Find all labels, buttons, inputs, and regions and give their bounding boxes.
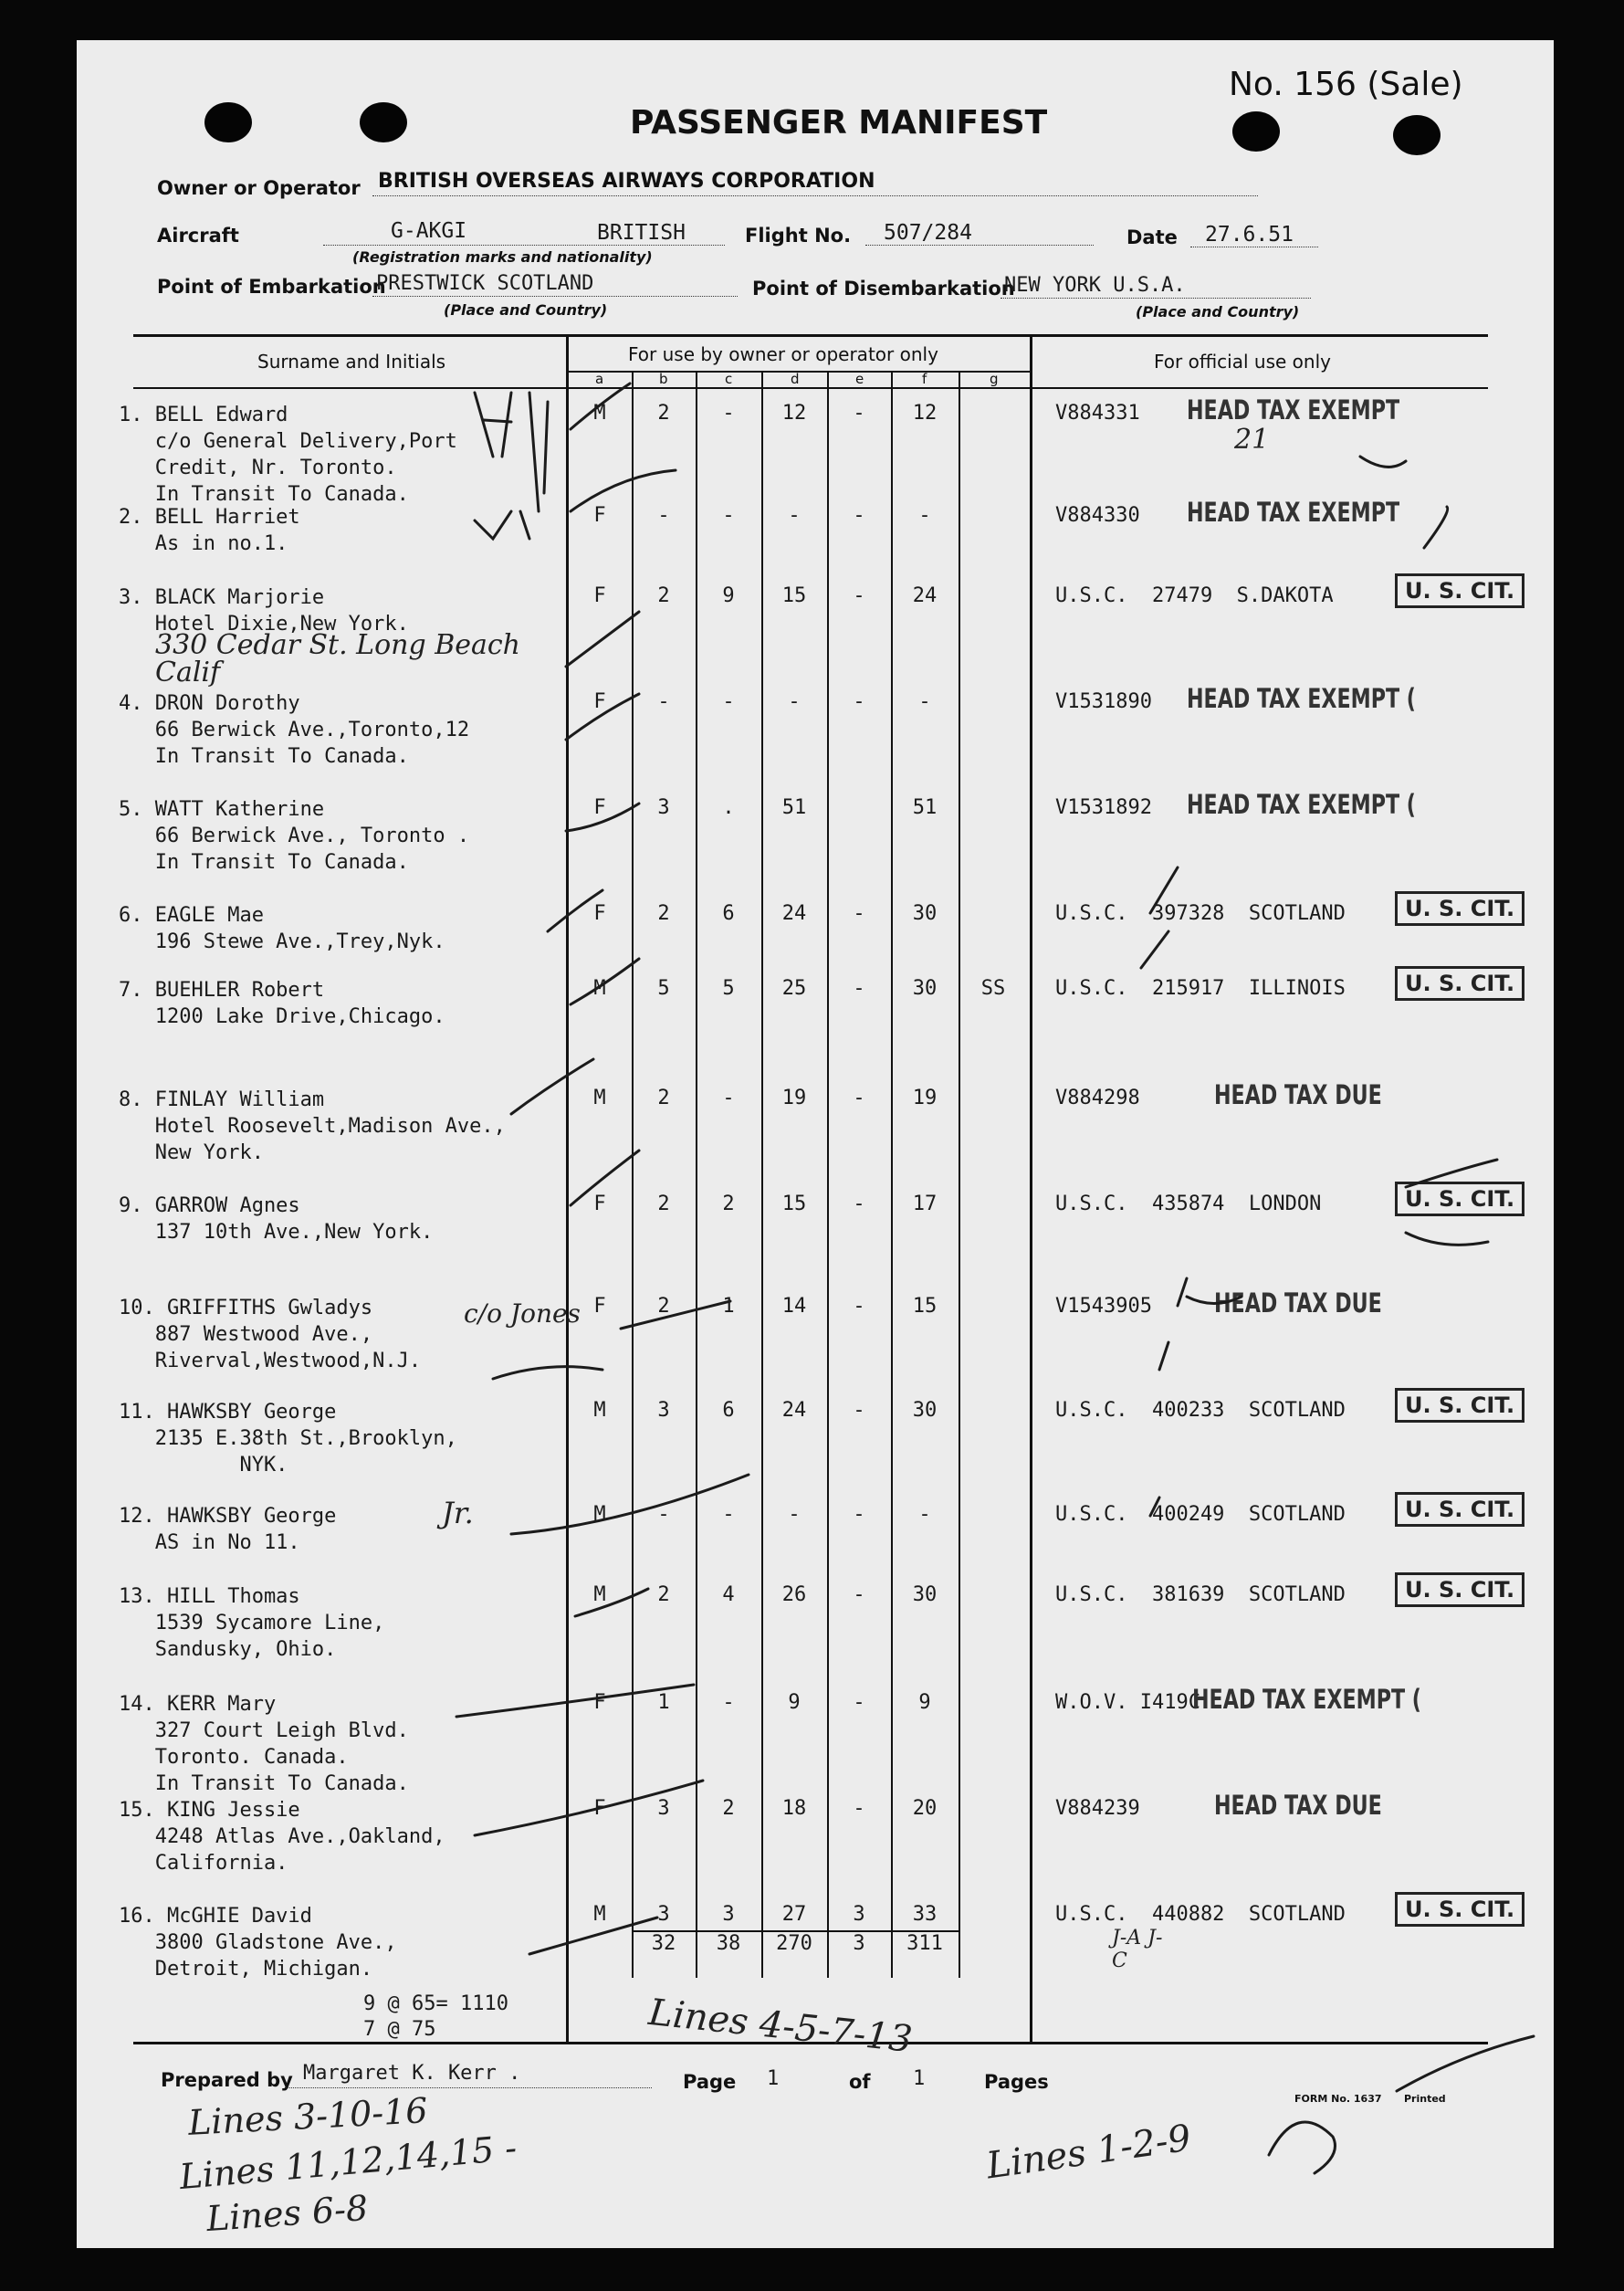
embarkation-underline [372, 296, 738, 297]
cell-c: - [722, 690, 735, 713]
aircraft-label: Aircraft [157, 225, 239, 247]
handwritten-margin-note: J-A J-C [1112, 1927, 1163, 1972]
cell-b: 1 [657, 1691, 670, 1714]
cell-f: 17 [912, 1193, 938, 1215]
head-tax-stamp: HEAD TAX DUE [1214, 1079, 1382, 1110]
cell-e: - [853, 1193, 865, 1215]
passenger-address-line: Hotel Roosevelt,Madison Ave., [119, 1115, 506, 1138]
flight-label: Flight No. [745, 225, 852, 247]
cell-d: - [788, 504, 801, 527]
passenger-name: 1. BELL Edward [119, 404, 288, 426]
passenger-address-line: NYK. [119, 1454, 288, 1477]
cell-d: 9 [788, 1691, 801, 1714]
sub-header-g: g [990, 371, 999, 387]
official-entry: U.S.C. 215917 ILLINOIS [1055, 977, 1346, 1000]
tally-line-1: 9 @ 65= 1110 [363, 1992, 508, 2015]
cell-f: 30 [912, 1583, 938, 1606]
official-entry: U.S.C. 381639 SCOTLAND [1055, 1583, 1346, 1606]
passenger-address-line: Detroit, Michigan. [119, 1958, 373, 1981]
cell-e: - [853, 504, 865, 527]
cell-d: - [788, 690, 801, 713]
cell-c: 1 [722, 1295, 735, 1318]
cell-f: 24 [912, 584, 938, 607]
cell-e: 3 [853, 1903, 865, 1926]
passenger-address-line: 4248 Atlas Ave.,Oakland, [119, 1825, 445, 1848]
cell-f: 51 [912, 796, 938, 819]
col-divider-right [1030, 334, 1032, 2042]
cell-c: 5 [722, 977, 735, 1000]
cell-b: 2 [657, 402, 670, 425]
flight-underline [865, 245, 1094, 246]
punch-hole-3 [1232, 111, 1280, 152]
sub-header-e: e [855, 371, 864, 387]
passenger-name: 15. KING Jessie [119, 1799, 300, 1822]
passenger-address-line: In Transit To Canada. [119, 483, 409, 506]
cell-d: 24 [781, 1399, 807, 1422]
printer-mark: Printed [1404, 2093, 1446, 2105]
cell-a: M [593, 402, 606, 425]
official-entry: V884331 [1055, 402, 1140, 425]
cell-c: 6 [722, 1399, 735, 1422]
head-tax-stamp: HEAD TAX EXEMPT ( [1192, 1684, 1421, 1715]
passenger-name: 9. GARROW Agnes [119, 1194, 300, 1217]
official-entry: V884298 [1055, 1087, 1140, 1109]
of-label: of [849, 2071, 871, 2093]
sub-header-f: f [922, 371, 927, 387]
cell-a: F [593, 902, 606, 925]
col-divider-c [761, 371, 763, 1978]
head-tax-stamp: HEAD TAX EXEMPT ( [1187, 683, 1416, 714]
form-code: FORM No. 1637 [1294, 2093, 1382, 2105]
passenger-address-line: 137 10th Ave.,New York. [119, 1221, 434, 1244]
handwritten-margin-note: 21 [1234, 424, 1270, 456]
cell-f: - [918, 504, 931, 527]
passenger-address-line: 2135 E.38th St.,Brooklyn, [119, 1427, 457, 1450]
head-tax-stamp: HEAD TAX EXEMPT ( [1187, 789, 1416, 820]
of-value: 1 [913, 2067, 926, 2090]
passenger-address-line: California. [119, 1852, 288, 1875]
passenger-address-line: c/o General Delivery,Port [119, 430, 457, 453]
cell-c: 4 [722, 1583, 735, 1606]
col-divider-left [566, 334, 569, 2042]
total-c: 38 [716, 1932, 741, 1955]
owner-underline [372, 195, 1258, 196]
form-number: No. 156 (Sale) [1229, 66, 1463, 103]
official-entry: V1543905 [1055, 1295, 1152, 1318]
total-f: 311 [906, 1932, 943, 1955]
aircraft-registration: G-AKGI [391, 219, 467, 243]
passenger-name: 2. BELL Harriet [119, 506, 300, 529]
us-citizen-stamp: U. S. CIT. [1395, 1572, 1524, 1607]
handwritten-note-4: Lines 1-2-9 [983, 2117, 1194, 2188]
official-entry: U.S.C. 435874 LONDON [1055, 1193, 1322, 1215]
cell-f: - [918, 690, 931, 713]
official-entry: U.S.C. 440882 SCOTLAND [1055, 1903, 1346, 1926]
passenger-name: 11. HAWKSBY George [119, 1401, 337, 1424]
passenger-name: 12. HAWKSBY George [119, 1505, 337, 1528]
cell-f: 30 [912, 1399, 938, 1422]
cell-c: 3 [722, 1903, 735, 1926]
cell-b: 2 [657, 1583, 670, 1606]
table-header-rule [133, 387, 1488, 389]
us-citizen-stamp: U. S. CIT. [1395, 891, 1524, 926]
cell-a: F [593, 1295, 606, 1318]
sub-header-d: d [791, 371, 800, 387]
handwritten-margin-note: 330 Cedar St. Long Beach Calif [155, 629, 521, 688]
passenger-address-line: Credit, Nr. Toronto. [119, 457, 397, 479]
official-entry: V1531890 [1055, 690, 1152, 713]
cell-d: 19 [781, 1087, 807, 1109]
us-citizen-stamp: U. S. CIT. [1395, 573, 1524, 608]
prepared-value: Margaret K. Kerr . [303, 2062, 521, 2085]
sub-header-b: b [659, 371, 668, 387]
cell-f: 12 [912, 402, 938, 425]
cell-e: - [853, 690, 865, 713]
cell-c: - [722, 1087, 735, 1109]
embarkation-caption: (Place and Country) [444, 301, 608, 319]
official-entry: W.O.V. I419C [1055, 1691, 1200, 1714]
tally-line-2: 7 @ 75 [363, 2018, 436, 2041]
passenger-address-line: Toronto. Canada. [119, 1746, 349, 1769]
passenger-address-line: 66 Berwick Ave., Toronto . [119, 825, 470, 847]
cell-f: - [918, 1503, 931, 1526]
head-tax-stamp: HEAD TAX EXEMPT [1187, 497, 1400, 528]
cell-e: - [853, 1087, 865, 1109]
cell-f: 9 [918, 1691, 931, 1714]
col-header-surname: Surname and Initials [257, 351, 446, 373]
passenger-address-line: 3800 Gladstone Ave., [119, 1931, 397, 1954]
head-tax-stamp: HEAD TAX DUE [1214, 1790, 1382, 1821]
cell-d: 27 [781, 1903, 807, 1926]
form-title: PASSENGER MANIFEST [630, 104, 1048, 142]
us-citizen-stamp: U. S. CIT. [1395, 1492, 1524, 1527]
cell-b: 3 [657, 796, 670, 819]
handwritten-note-3: Lines 6-8 [204, 2187, 370, 2240]
passenger-address-line: 1200 Lake Drive,Chicago. [119, 1005, 445, 1028]
owner-value: BRITISH OVERSEAS AIRWAYS CORPORATION [378, 170, 875, 193]
cell-a: M [593, 1503, 606, 1526]
passenger-name: 3. BLACK Marjorie [119, 586, 325, 609]
col-header-official: For official use only [1154, 351, 1331, 373]
cell-a: F [593, 796, 606, 819]
passenger-address-line: In Transit To Canada. [119, 745, 409, 768]
cell-c: 2 [722, 1193, 735, 1215]
cell-b: 3 [657, 1399, 670, 1422]
cell-c: - [722, 504, 735, 527]
cell-g: SS [980, 977, 1006, 1000]
cell-f: 30 [912, 902, 938, 925]
cell-c: 9 [722, 584, 735, 607]
owner-label: Owner or Operator [157, 177, 361, 199]
date-label: Date [1126, 226, 1178, 248]
disembarkation-underline [1001, 298, 1311, 299]
total-d: 270 [776, 1932, 812, 1955]
cell-f: 30 [912, 977, 938, 1000]
cell-e: - [853, 1295, 865, 1318]
cell-a: M [593, 1903, 606, 1926]
passenger-address-line: Sandusky, Ohio. [119, 1638, 337, 1661]
col-divider-a [632, 371, 634, 1978]
passenger-name: 10. GRIFFITHS Gwladys [119, 1297, 373, 1319]
cell-e: - [853, 584, 865, 607]
aircraft-caption: (Registration marks and nationality) [352, 248, 653, 266]
total-b: 32 [651, 1932, 676, 1955]
cell-f: 15 [912, 1295, 938, 1318]
cell-c: 2 [722, 1797, 735, 1820]
cell-a: F [593, 1797, 606, 1820]
passenger-address-line: In Transit To Canada. [119, 851, 409, 874]
passenger-address-line: As in no.1. [119, 532, 288, 555]
cell-d: 18 [781, 1797, 807, 1820]
cell-b: 3 [657, 1903, 670, 1926]
punch-hole-4 [1393, 115, 1441, 155]
col-divider-e [891, 371, 893, 1978]
cell-c: 6 [722, 902, 735, 925]
official-entry: U.S.C. 400233 SCOTLAND [1055, 1399, 1346, 1422]
official-entry: V884239 [1055, 1797, 1140, 1820]
handwritten-note-2: Lines 11,12,14,15 - [177, 2127, 519, 2198]
passenger-name: 16. McGHIE David [119, 1905, 312, 1928]
cell-d: 15 [781, 1193, 807, 1215]
cell-a: F [593, 1193, 606, 1215]
cell-f: 33 [912, 1903, 938, 1926]
cell-a: M [593, 1087, 606, 1109]
handwritten-margin-note: Jr. [442, 1496, 474, 1530]
passenger-address-line: Hotel Dixie,New York. [119, 613, 409, 636]
passenger-name: 7. BUEHLER Robert [119, 979, 325, 1002]
cell-e: - [853, 402, 865, 425]
date-value: 27.6.51 [1205, 223, 1294, 247]
punch-hole-1 [204, 102, 252, 142]
cell-e: - [853, 1691, 865, 1714]
page-value: 1 [767, 2067, 780, 2090]
cell-d: - [788, 1503, 801, 1526]
official-entry: V884330 [1055, 504, 1140, 527]
cell-e: - [853, 1399, 865, 1422]
cell-c: - [722, 402, 735, 425]
cell-b: - [657, 1503, 670, 1526]
passenger-name: 6. EAGLE Mae [119, 904, 264, 927]
passenger-address-line: Riverval,Westwood,N.J. [119, 1350, 422, 1372]
cell-d: 24 [781, 902, 807, 925]
passenger-name: 14. KERR Mary [119, 1693, 277, 1716]
passenger-address-line: In Transit To Canada. [119, 1772, 409, 1795]
cell-a: F [593, 690, 606, 713]
cell-a: F [593, 1691, 606, 1714]
col-divider-b [696, 371, 697, 1978]
disembarkation-caption: (Place and Country) [1136, 303, 1300, 321]
passenger-name: 8. FINLAY William [119, 1088, 325, 1111]
official-entry: U.S.C. 400249 SCOTLAND [1055, 1503, 1346, 1526]
cell-f: 20 [912, 1797, 938, 1820]
aircraft-underline [323, 245, 725, 246]
total-e: 3 [853, 1932, 865, 1955]
handwritten-margin-note: c/o Jones [464, 1298, 581, 1329]
cell-e: - [853, 902, 865, 925]
flight-value: 507/284 [884, 221, 972, 245]
cell-e: - [853, 977, 865, 1000]
official-entry: V1531892 [1055, 796, 1152, 819]
cell-d: 12 [781, 402, 807, 425]
us-citizen-stamp: U. S. CIT. [1395, 966, 1524, 1001]
official-entry: U.S.C. 27479 S.DAKOTA [1055, 584, 1334, 607]
passenger-address-line: AS in No 11. [119, 1531, 300, 1554]
col-divider-f [959, 371, 960, 1978]
sub-header-c: c [725, 371, 733, 387]
handwritten-note-1: Lines 3-10-16 [187, 2090, 429, 2143]
embarkation-value: PRESTWICK SCOTLAND [376, 272, 594, 295]
head-tax-stamp: HEAD TAX DUE [1214, 1287, 1382, 1319]
cell-b: 2 [657, 1193, 670, 1215]
passenger-address-line: 1539 Sycamore Line, [119, 1612, 385, 1634]
cell-b: 2 [657, 584, 670, 607]
cell-b: - [657, 690, 670, 713]
head-tax-stamp: HEAD TAX EXEMPT [1187, 394, 1400, 426]
cell-c: - [722, 1503, 735, 1526]
cell-d: 15 [781, 584, 807, 607]
passenger-name: 13. HILL Thomas [119, 1585, 300, 1608]
aircraft-nationality: BRITISH [597, 221, 686, 245]
sub-header-a: a [595, 371, 604, 387]
embarkation-label: Point of Embarkation [157, 276, 386, 298]
passenger-address-line: 327 Court Leigh Blvd. [119, 1719, 409, 1742]
cell-b: 5 [657, 977, 670, 1000]
cell-d: 26 [781, 1583, 807, 1606]
passenger-address-line: 887 Westwood Ave., [119, 1323, 373, 1346]
official-entry: U.S.C. 397328 SCOTLAND [1055, 902, 1346, 925]
cell-b: - [657, 504, 670, 527]
cell-a: F [593, 584, 606, 607]
cell-b: 2 [657, 1087, 670, 1109]
page-label: Page [683, 2071, 737, 2093]
cell-d: 14 [781, 1295, 807, 1318]
prepared-label: Prepared by [161, 2069, 293, 2091]
table-top-rule [133, 334, 1488, 337]
cell-e: - [853, 1583, 865, 1606]
us-citizen-stamp: U. S. CIT. [1395, 1182, 1524, 1216]
passenger-name: 5. WATT Katherine [119, 798, 325, 821]
cell-f: 19 [912, 1087, 938, 1109]
col-header-owner: For use by owner or operator only [628, 343, 938, 365]
cell-b: 2 [657, 902, 670, 925]
handwritten-lines-note: Lines 4-5-7-13 [646, 1991, 915, 2062]
cell-a: M [593, 1583, 606, 1606]
cell-d: 51 [781, 796, 807, 819]
passenger-address-line: New York. [119, 1141, 264, 1164]
prepared-underline [287, 2087, 652, 2088]
cell-a: M [593, 977, 606, 1000]
cell-e: - [853, 1797, 865, 1820]
us-citizen-stamp: U. S. CIT. [1395, 1388, 1524, 1423]
cell-b: 2 [657, 1295, 670, 1318]
us-citizen-stamp: U. S. CIT. [1395, 1892, 1524, 1927]
punch-hole-2 [360, 102, 407, 142]
col-divider-d [827, 371, 829, 1978]
cell-d: 25 [781, 977, 807, 1000]
cell-e: - [853, 1503, 865, 1526]
passenger-address-line: 196 Stewe Ave.,Trey,Nyk. [119, 930, 445, 953]
cell-a: M [593, 1399, 606, 1422]
disembarkation-label: Point of Disembarkation [752, 278, 1015, 300]
cell-c: - [722, 1691, 735, 1714]
cell-c: . [722, 796, 735, 819]
passenger-name: 4. DRON Dorothy [119, 692, 300, 715]
cell-a: F [593, 504, 606, 527]
disembarkation-value: NEW YORK U.S.A. [1004, 274, 1186, 297]
cell-b: 3 [657, 1797, 670, 1820]
pages-label: Pages [984, 2071, 1049, 2093]
passenger-address-line: 66 Berwick Ave.,Toronto,12 [119, 719, 470, 741]
